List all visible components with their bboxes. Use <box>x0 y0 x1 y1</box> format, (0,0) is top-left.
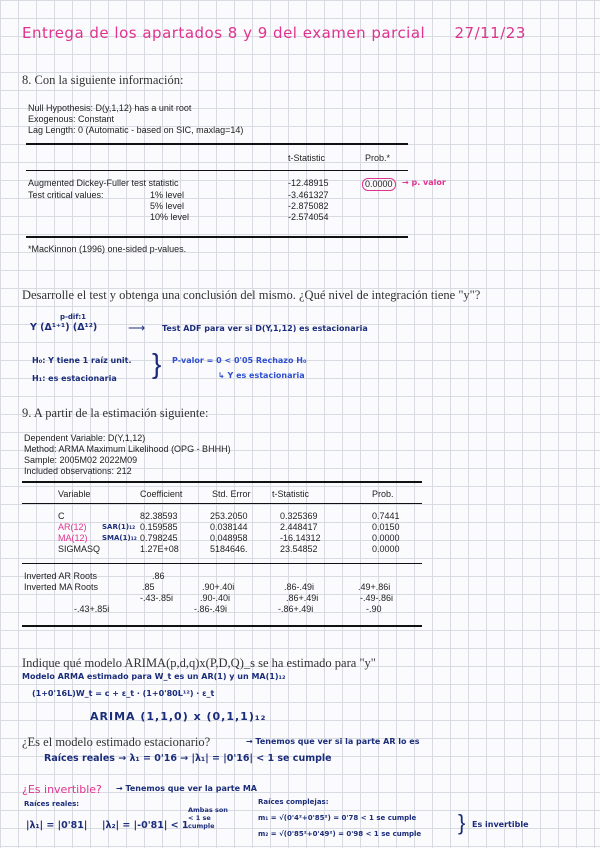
ans3-c2: m₂ = √(0'85²+0'49²) = 0'98 < 1 se cumple <box>258 830 422 838</box>
row-coef: 0.798245 <box>140 533 178 543</box>
ans3-c1: m₁ = √(0'4²+0'85²) = 0'78 < 1 se cumple <box>258 814 417 822</box>
inv-ma-val: .86-.49i <box>284 582 315 592</box>
inv-ar-val: -.43+.85i <box>74 604 110 614</box>
ans3: → Tenemos que ver la parte MA <box>116 784 257 793</box>
inv-ar-val: -.43-.85i <box>140 593 174 603</box>
q9-question-3: ¿Es invertible? <box>22 783 102 796</box>
q8-heading: 8. Con la siguiente información: <box>22 73 184 87</box>
inv-ar-label: Inverted AR Roots <box>24 571 98 581</box>
crit-level-10: 10% level <box>150 212 190 222</box>
inv-ma-val: -.90 <box>366 604 382 614</box>
table-row <box>22 533 422 544</box>
hw-arrow-1: ⟶ <box>128 321 146 335</box>
arma-rule-bottom <box>22 625 422 627</box>
adf-header <box>28 103 243 136</box>
arma-sample: Sample: 2005M02 2022M09 <box>24 455 138 465</box>
arma-col-se: Std. Error <box>212 489 251 499</box>
arma-rule-top <box>22 481 422 483</box>
adf-col-tstat: t-Statistic <box>288 153 326 163</box>
hw-h0: H₀: Y tiene 1 raíz unit. <box>32 356 132 365</box>
table-row <box>22 544 422 555</box>
adf-rule-top <box>26 143 408 145</box>
hw-h1: H₁: es estacionaria <box>32 374 117 383</box>
crit-level-1: 1% level <box>150 190 185 200</box>
ans1a: Modelo ARMA estimado para W_t es un AR(1) y un MA(1)₁₂ <box>22 672 286 681</box>
table-row <box>22 522 422 533</box>
crit-value-10: -2.574054 <box>288 212 329 222</box>
row-coef: 82.38593 <box>140 511 178 521</box>
ans3-real: Raíces reales: <box>24 800 80 808</box>
title-date: 27/11/23 <box>454 24 526 42</box>
inv-ma-vals <box>24 582 424 615</box>
row-t: 0.325369 <box>280 511 318 521</box>
row-se: 253.2050 <box>210 511 248 521</box>
inv-ma-val: .90-.40i <box>200 593 231 603</box>
crit-level-5: 5% level <box>150 201 185 211</box>
ans3-r2: |λ₂| = |-0'81| < 1 <box>102 820 189 831</box>
row-var: SIGMASQ <box>58 544 101 554</box>
arma-col-t: t-Statistic <box>272 489 310 499</box>
adf-crit-values <box>288 190 329 223</box>
inv-ar-val: .86 <box>152 571 165 581</box>
crit-value-5: -2.875082 <box>288 201 329 211</box>
row-se: 0.038144 <box>210 522 248 532</box>
ans3-r1: |λ₁| = |0'81| <box>26 820 88 831</box>
adf-exogenous: Exogenous: Constant <box>28 114 115 124</box>
inv-ma-label: Inverted MA Roots <box>24 582 99 592</box>
inv-ma-val: .90+.40i <box>202 582 235 592</box>
row-note: SAR(1)₁₂ <box>102 523 136 531</box>
row-var: AR(12) <box>58 522 87 532</box>
crit-value-1: -3.461327 <box>288 190 329 200</box>
inv-ma-val: .49+.86i <box>358 582 391 592</box>
inv-ar-val: .85 <box>142 582 155 592</box>
q8-question: Desarrolle el test y obtenga una conclusión del mismo. ¿Qué nivel de integración tiene "y"? <box>22 288 481 302</box>
row-coef: 0.159585 <box>140 522 178 532</box>
pvalor-note: → p. valor <box>402 178 446 187</box>
ans1c: ARIMA (1,1,0) x (0,1,1)₁₂ <box>90 710 267 723</box>
q9-question-2: ¿Es el modelo estimado estacionario? <box>22 735 211 749</box>
adf-footnote: *MacKinnon (1996) one-sided p-values. <box>28 244 187 254</box>
row-coef: 1.27E+08 <box>140 544 179 554</box>
arma-col-coef: Coefficient <box>140 489 183 499</box>
arma-method: Method: ARMA Maximum Likelihood (OPG - BHHH) <box>24 444 231 454</box>
row-p: 0.0000 <box>372 544 400 554</box>
inv-ma-val: -.86-.49i <box>194 604 228 614</box>
adf-stat-t: -12.48915 <box>288 178 329 188</box>
inv-ma-val: -.86+.49i <box>278 604 314 614</box>
adf-rule-bottom <box>26 236 408 238</box>
hw-pvalor2: ↳ Y es estacionaria <box>218 371 305 380</box>
title-text: Entrega de los apartados 8 y 9 del examen parcial <box>22 24 426 42</box>
row-se: 0.048958 <box>210 533 248 543</box>
ans2: → Tenemos que ver si la parte AR lo es <box>246 737 420 746</box>
hw-expr-note: Test ADF para ver si D(Y,1,12) es estacionaria <box>162 324 368 333</box>
ans2b: Raíces reales → λ₁ = 0'16 → |λ₁| = |0'16| < 1 se cumple <box>44 753 332 764</box>
ans3-mid: Ambas son < 1 se cumple <box>188 806 228 830</box>
row-t: -16.14312 <box>280 533 321 543</box>
row-var: C <box>58 511 65 521</box>
hw-brace: } <box>152 348 162 379</box>
adf-col-prob: Prob.* <box>365 153 391 163</box>
arma-rule-mid <box>22 503 422 504</box>
page-title <box>22 24 526 42</box>
adf-rule-mid <box>26 170 408 171</box>
adf-null-hyp: Null Hypothesis: D(y,1,12) has a unit root <box>28 103 192 113</box>
arma-dep: Dependent Variable: D(Y,1,12) <box>24 433 146 443</box>
q9-heading: 9. A partir de la estimación siguiente: <box>22 406 209 420</box>
row-t: 2.448417 <box>280 522 318 532</box>
ans3-end: Es invertible <box>472 820 529 829</box>
row-se: 5184646. <box>210 544 248 554</box>
adf-stat-p: 0.0000 <box>362 178 396 191</box>
arma-rows <box>22 511 422 555</box>
arma-col-p: Prob. <box>372 489 394 499</box>
row-p: 0.0150 <box>372 522 400 532</box>
inv-ma-val: .86+.49i <box>286 593 319 603</box>
ans3-complex: Raíces complejas: <box>258 798 329 806</box>
hw-brace-2: } <box>458 810 466 835</box>
adf-lag: Lag Length: 0 (Automatic - based on SIC, maxlag=14) <box>28 125 244 135</box>
arma-header <box>24 433 231 477</box>
row-note: SMA(1)₁₂ <box>102 534 137 542</box>
adf-crit-label: Test critical values: <box>28 190 104 200</box>
ans1b: (1+0'16L)W_t = c + ε_t · (1+0'80L¹²) · ε_t <box>32 689 215 698</box>
hw-pvalor: P-valor = 0 < 0'05 Rechazo H₀ <box>172 356 307 365</box>
hw-expr: Y (Δ¹⁺¹) (Δ¹²) <box>30 322 98 333</box>
row-p: 0.0000 <box>372 533 400 543</box>
adf-stat-label: Augmented Dickey-Fuller test statistic <box>28 178 179 188</box>
arma-obs: Included observations: 212 <box>24 466 132 476</box>
hw-expr-top: p-dif:1 <box>60 313 87 321</box>
table-row <box>22 511 422 522</box>
row-p: 0.7441 <box>372 511 400 521</box>
q9-question-1: Indique qué modelo ARIMA(p,d,q)x(P,D,Q)_s se ha estimado para "y" <box>22 656 376 670</box>
inv-ma-val: -.49-.86i <box>360 593 394 603</box>
row-var: MA(12) <box>58 533 88 543</box>
row-t: 23.54852 <box>280 544 318 554</box>
arma-rule-roots <box>22 563 422 564</box>
arma-col-var: Variable <box>58 489 91 499</box>
adf-crit-levels <box>150 190 189 223</box>
